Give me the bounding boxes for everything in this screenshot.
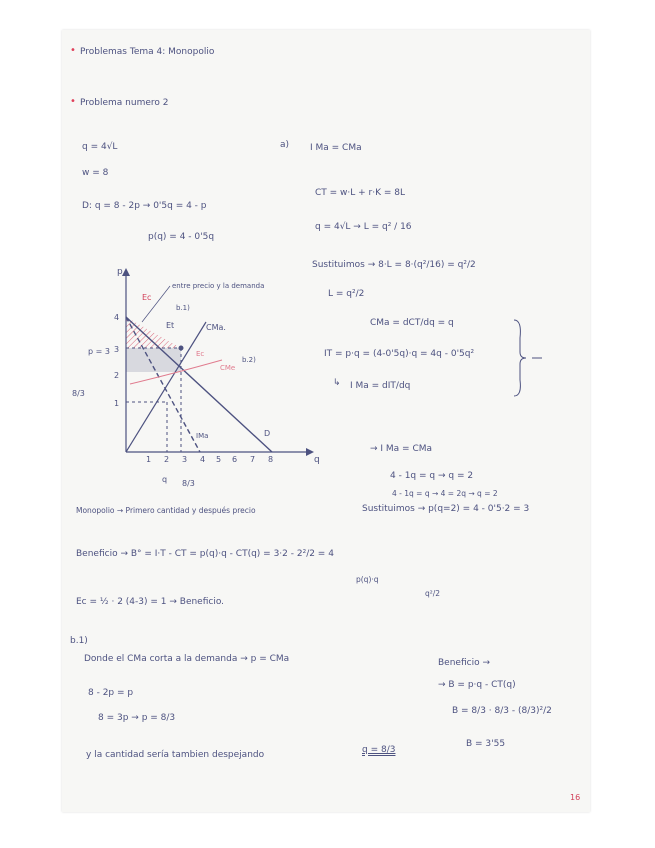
bullet-2: •	[70, 96, 76, 107]
ec-line: Ec = ½ · 2 (4-3) = 1 → Beneficio.	[76, 597, 225, 607]
xtick-2: 2	[164, 455, 170, 464]
beneficio-under-ct: q²/2	[425, 589, 441, 598]
label-eight-thirds-bottom: 8/3	[182, 479, 195, 488]
ytick-3: 3	[114, 345, 120, 354]
brace-arrow	[512, 318, 544, 398]
axis-q-label: q	[314, 455, 320, 465]
xtick-5: 5	[216, 455, 222, 464]
label-p-eq: p = 3	[88, 347, 110, 356]
beneficio-line: Beneficio → B° = I·T - CT = p(q)·q - CT(q) = 3·2 - 2²/2 = 4	[76, 549, 334, 559]
given-pq: p(q) = 4 - 0'5q	[148, 232, 215, 242]
p-axis-arrow	[122, 268, 130, 276]
label-cme: CMe	[220, 364, 236, 372]
page-number: 16	[570, 793, 581, 802]
ytick-1: 1	[114, 399, 120, 408]
problem-heading: Problema numero 2	[80, 98, 169, 108]
part-b1-final: y la cantidad sería tambien despejando	[86, 750, 265, 760]
part-b1-line1: Donde el CMa corta a la demanda → p = CMa	[84, 654, 290, 664]
part-a-cma: CMa = dCT/dq = q	[370, 318, 454, 328]
xtick-8: 8	[268, 455, 274, 464]
part-b1-eq2: 8 = 3p → p = 8/3	[98, 713, 176, 723]
label-b2: b.2)	[242, 356, 256, 364]
part-b1-ben2: B = 8/3 · 8/3 - (8/3)²/2	[452, 706, 552, 716]
part-a-solve2: 4 - 1q = q → 4 = 2q → q = 2	[392, 489, 498, 498]
part-a-L: L = q²/2	[328, 289, 365, 299]
ytick-2: 2	[114, 371, 120, 380]
part-b1-ben3: B = 3'55	[466, 739, 506, 749]
ytick-4: 4	[114, 313, 120, 322]
part-a-result: Sustituimos → p(q=2) = 4 - 0'5·2 = 3	[362, 504, 530, 514]
label-et: Et	[166, 321, 175, 330]
q-axis-arrow	[306, 448, 314, 456]
part-a-subst: Sustituimos → 8·L = 8·(q²/16) = q²/2	[312, 260, 476, 270]
label-demand: D	[264, 429, 271, 438]
part-b1-ben1: → B = p·q - CT(q)	[438, 680, 516, 690]
part-a-label: a)	[280, 140, 290, 150]
note-between-price-demand: entre precio y la demanda	[172, 282, 265, 290]
label-ec2: Ec	[196, 350, 205, 358]
label-eight-thirds-left: 8/3	[72, 389, 85, 398]
bullet-1: •	[70, 45, 76, 56]
xtick-1: 1	[146, 455, 152, 464]
part-a-hook: ↳	[333, 378, 341, 388]
part-a-q-to-L: q = 4√L → L = q² / 16	[315, 222, 412, 232]
label-b1: b.1)	[176, 304, 190, 312]
equilibrium-point	[179, 346, 184, 351]
page-title: Problemas Tema 4: Monopolio	[80, 47, 215, 57]
axis-p-label: p	[117, 267, 123, 277]
monopolio-note: Monopolio → Primero cantidad y después precio	[76, 506, 256, 515]
note-pointer	[142, 286, 170, 322]
xtick-6: 6	[232, 455, 238, 464]
part-b1-label: b.1)	[70, 636, 88, 646]
monopoly-graph	[72, 262, 332, 492]
part-a-solve1: 4 - 1q = q → q = 2	[390, 471, 474, 481]
given-q: q = 4√L	[82, 142, 118, 152]
brace-path	[514, 320, 526, 396]
given-w: w = 8	[82, 168, 109, 178]
part-a-ima: I Ma = dIT/dq	[350, 381, 411, 391]
label-q-bottom: q	[162, 475, 168, 484]
label-ec: Ec	[142, 293, 152, 302]
label-ima: IMa	[196, 432, 209, 440]
part-a-condition: I Ma = CMa	[310, 143, 362, 153]
xtick-3: 3	[182, 455, 188, 464]
beneficio-under-pq: p(q)·q	[356, 575, 379, 584]
given-demand: D: q = 8 - 2p → 0'5q = 4 - p	[82, 201, 207, 211]
part-b1-ben-title: Beneficio →	[438, 658, 490, 668]
part-b1-final-q: q = 8/3	[362, 745, 396, 755]
part-a-ct: CT = w·L + r·K = 8L	[315, 188, 406, 198]
part-b1-eq1: 8 - 2p = p	[88, 688, 134, 698]
xtick-4: 4	[200, 455, 206, 464]
xtick-7: 7	[250, 455, 256, 464]
label-cma: CMa.	[206, 323, 226, 332]
part-a-equality: → I Ma = CMa	[370, 444, 433, 454]
part-a-it: IT = p·q = (4-0'5q)·q = 4q - 0'5q²	[324, 349, 475, 359]
